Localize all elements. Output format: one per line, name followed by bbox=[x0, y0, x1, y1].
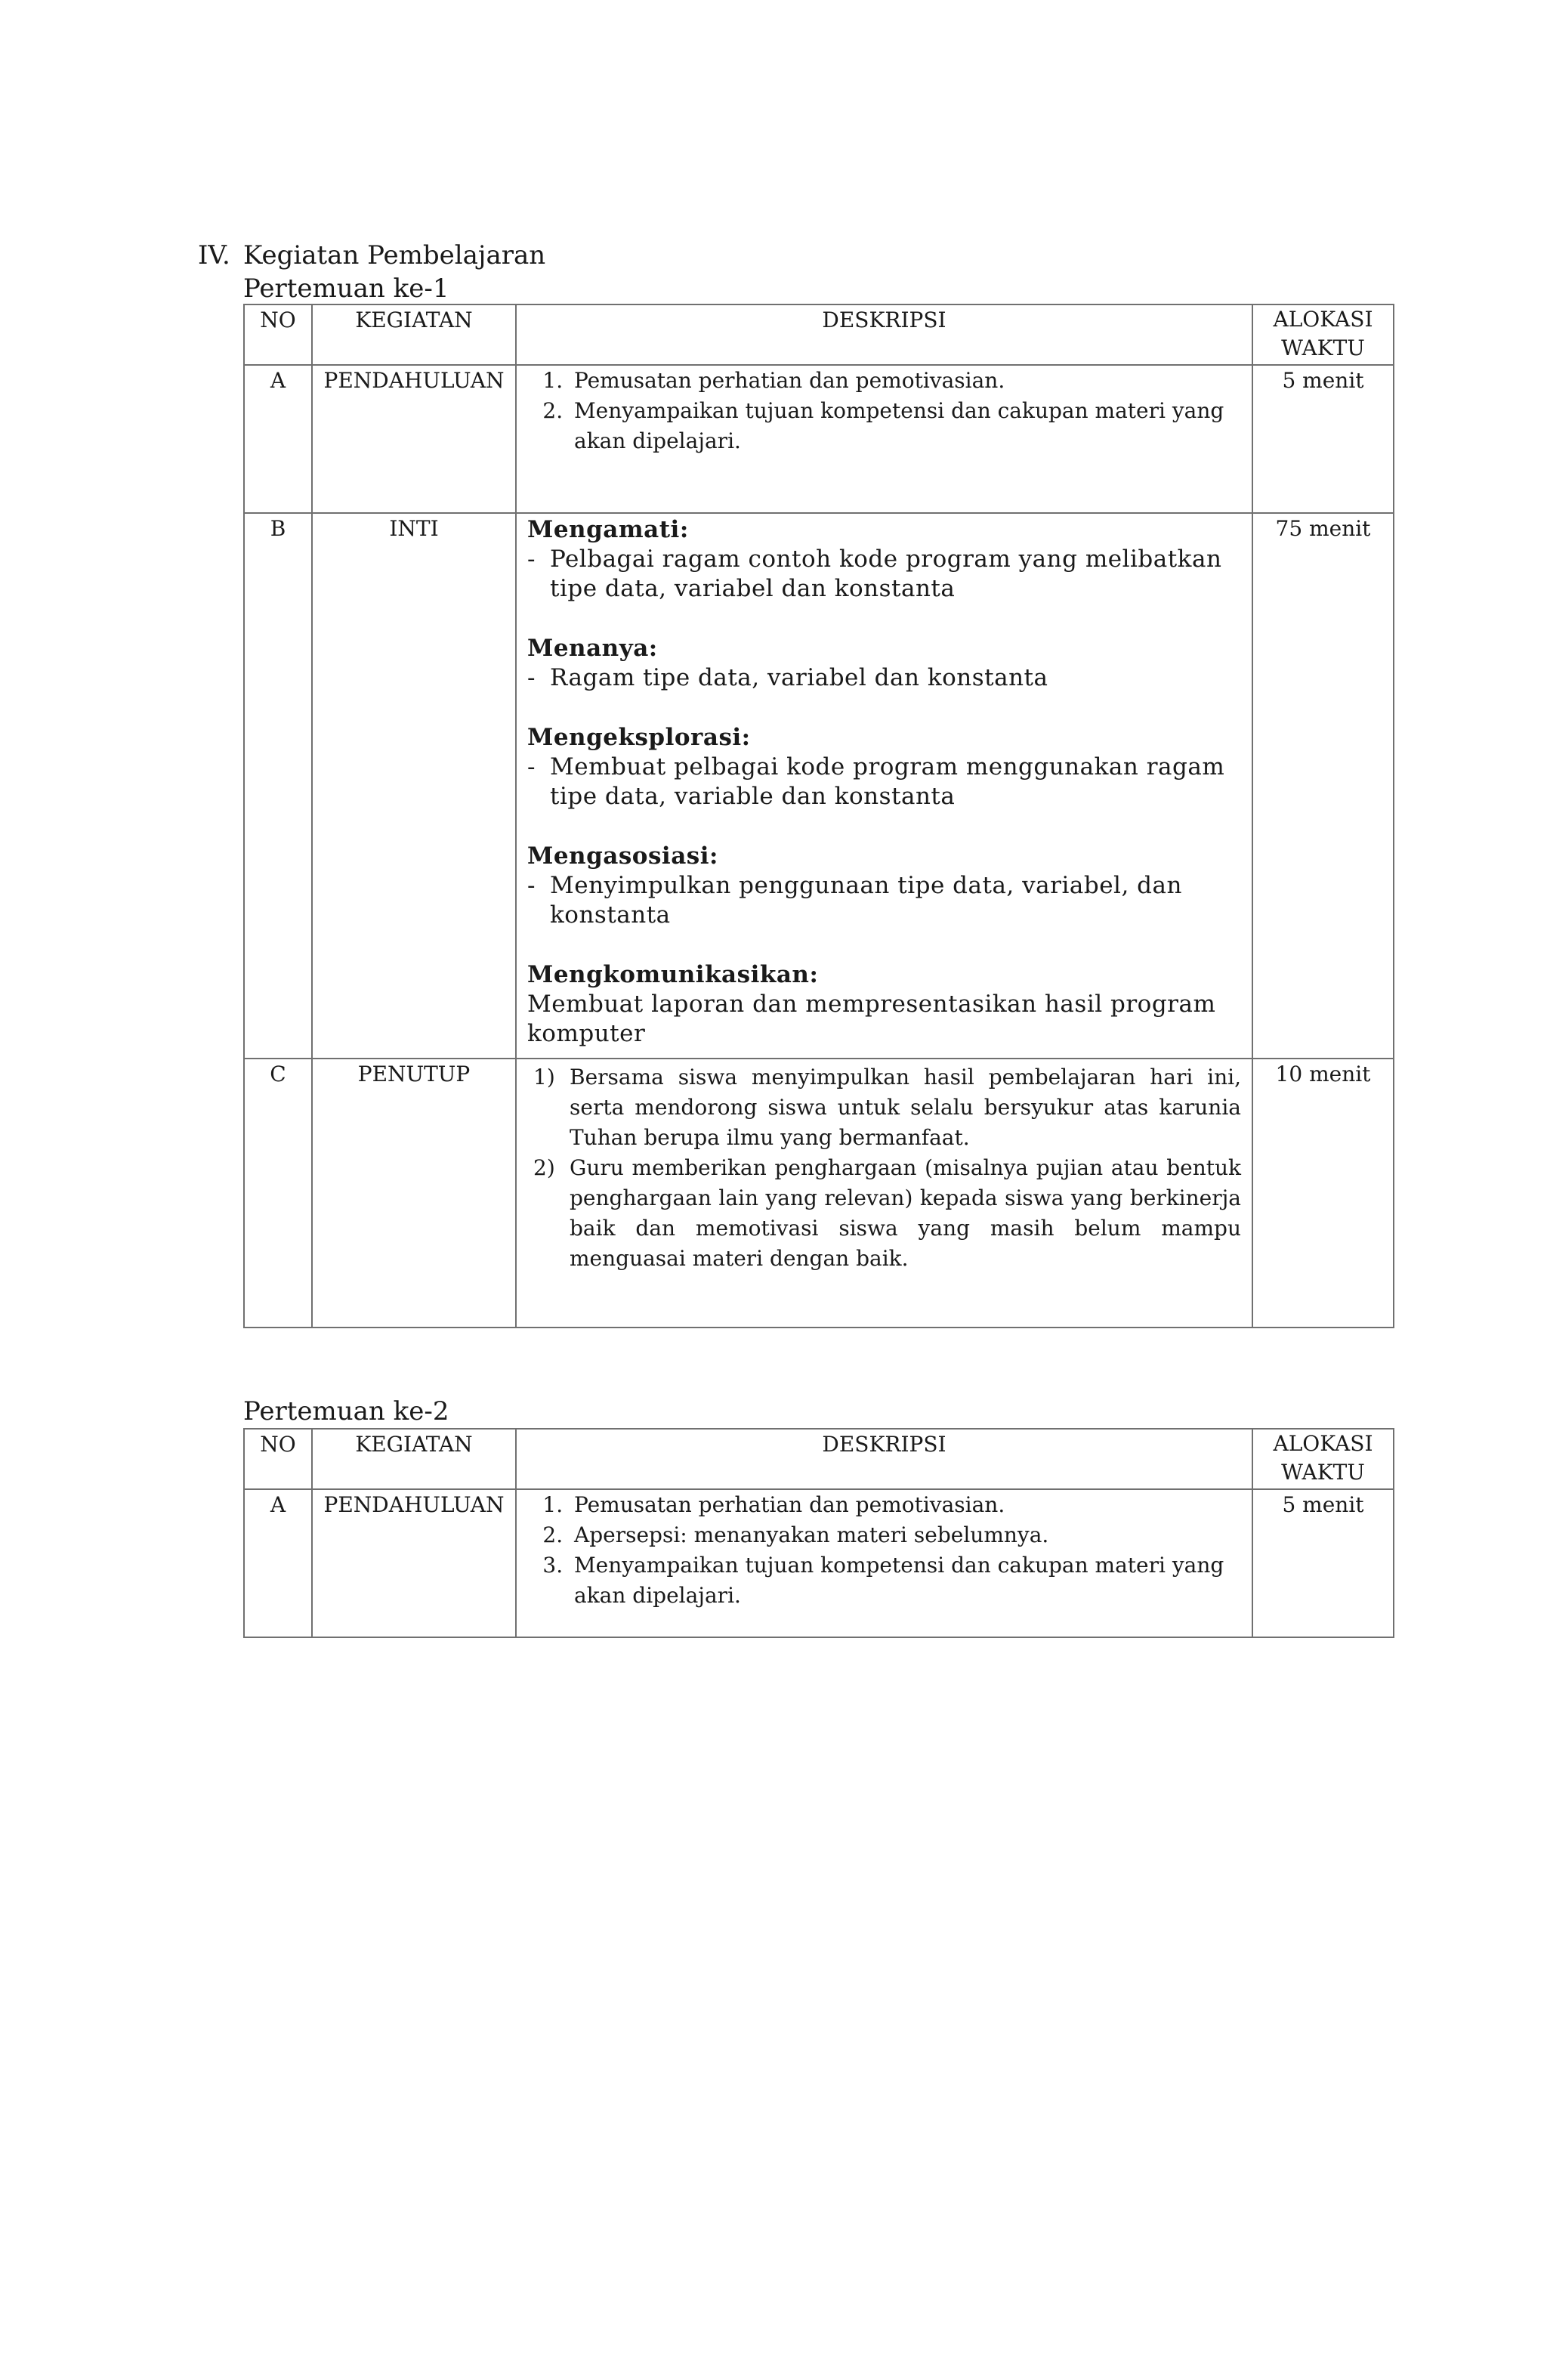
row-no: A bbox=[244, 365, 312, 513]
dash-marker: - bbox=[527, 753, 536, 780]
list-item bbox=[527, 545, 1241, 604]
table-row bbox=[244, 1489, 1394, 1637]
dash-marker: - bbox=[527, 546, 536, 573]
meeting2-table bbox=[243, 1428, 1394, 1638]
row-waktu: 5 menit bbox=[1252, 1489, 1394, 1637]
menanya-item: Ragam tipe data, variabel dan konstanta bbox=[550, 664, 1048, 691]
header-alokasi-line1: ALOKASI bbox=[1273, 307, 1373, 332]
row-kegiatan: INTI bbox=[312, 513, 516, 1059]
list-item: 2. Menyampaikan tujuan kompetensi dan cakupan materi yang akan dipelajari. bbox=[570, 396, 1241, 456]
row-deskripsi bbox=[516, 365, 1252, 513]
mengamati-label: Mengamati: bbox=[527, 516, 689, 543]
header-alokasi-line2: WAKTU bbox=[1281, 335, 1365, 360]
row-no: A bbox=[244, 1489, 312, 1637]
table-header-row bbox=[244, 304, 1394, 365]
meeting2-title: Pertemuan ke-2 bbox=[243, 1396, 449, 1426]
mengamati-item: Pelbagai ragam contoh kode program yang melibatkan tipe data, variabel dan konstanta bbox=[550, 546, 1222, 602]
table-header-row bbox=[244, 1429, 1394, 1489]
row-kegiatan: PENUTUP bbox=[312, 1059, 516, 1328]
list-marker: 1) bbox=[533, 1065, 555, 1090]
row-no: B bbox=[244, 513, 312, 1059]
meeting1-title: Pertemuan ke-1 bbox=[243, 274, 449, 304]
row-waktu: 75 menit bbox=[1252, 513, 1394, 1059]
mengkomunikasikan-text: Membuat laporan dan mempresentasikan hasil program komputer bbox=[527, 991, 1216, 1047]
list-item bbox=[527, 753, 1241, 811]
meeting1-table bbox=[243, 304, 1394, 1328]
penutup-item-1: Bersama siswa menyimpulkan hasil pembelajaran hari ini, serta mendorong siswa untuk selalu bersyukur atas karunia Tuhan berupa ilmu yang bermanfaat. bbox=[570, 1065, 1241, 1150]
dash-marker: - bbox=[527, 664, 536, 691]
row-no: C bbox=[244, 1059, 312, 1328]
row-kegiatan: PENDAHULUAN bbox=[312, 365, 516, 513]
header-kegiatan: KEGIATAN bbox=[312, 1429, 516, 1489]
header-alokasi-line1: ALOKASI bbox=[1273, 1431, 1373, 1456]
list-item: 3. Menyampaikan tujuan kompetensi dan cakupan materi yang akan dipelajari. bbox=[570, 1550, 1241, 1611]
mengeksplorasi-label: Mengeksplorasi: bbox=[527, 724, 751, 751]
header-deskripsi: DESKRIPSI bbox=[516, 304, 1252, 365]
header-no: NO bbox=[244, 1429, 312, 1489]
list-item: 2. Apersepsi: menanyakan materi sebelumnya. bbox=[570, 1520, 1241, 1550]
menanya-label: Menanya: bbox=[527, 635, 658, 662]
list-marker: 2) bbox=[533, 1155, 555, 1180]
row-deskripsi bbox=[516, 1059, 1252, 1328]
list-item: 1. Pemusatan perhatian dan pemotivasian. bbox=[570, 1490, 1241, 1520]
list-item bbox=[527, 663, 1241, 693]
mengeksplorasi-item: Membuat pelbagai kode program menggunakan ragam tipe data, variable dan konstanta bbox=[550, 753, 1225, 810]
row-kegiatan: PENDAHULUAN bbox=[312, 1489, 516, 1637]
section-heading bbox=[198, 240, 545, 270]
table-row bbox=[244, 1059, 1394, 1328]
header-deskripsi: DESKRIPSI bbox=[516, 1429, 1252, 1489]
table-row bbox=[244, 513, 1394, 1059]
list-item bbox=[533, 1153, 1241, 1274]
table-row bbox=[244, 365, 1394, 513]
mengasosiasi-label: Mengasosiasi: bbox=[527, 842, 718, 870]
header-alokasi bbox=[1252, 1429, 1394, 1489]
mengkomunikasikan-label: Mengkomunikasikan: bbox=[527, 961, 819, 988]
row-deskripsi bbox=[516, 1489, 1252, 1637]
row-waktu: 10 menit bbox=[1252, 1059, 1394, 1328]
list-item bbox=[527, 871, 1241, 930]
header-alokasi-line2: WAKTU bbox=[1281, 1460, 1365, 1485]
section-number: IV. bbox=[198, 240, 230, 270]
header-kegiatan: KEGIATAN bbox=[312, 304, 516, 365]
mengasosiasi-item: Menyimpulkan penggunaan tipe data, variabel, dan konstanta bbox=[550, 872, 1182, 929]
header-alokasi bbox=[1252, 304, 1394, 365]
row-waktu: 5 menit bbox=[1252, 365, 1394, 513]
header-no: NO bbox=[244, 304, 312, 365]
section-title: Kegiatan Pembelajaran bbox=[243, 240, 546, 270]
list-item: 1. Pemusatan perhatian dan pemotivasian. bbox=[570, 366, 1241, 396]
dash-marker: - bbox=[527, 872, 536, 899]
row-deskripsi bbox=[516, 513, 1252, 1059]
list-item bbox=[533, 1062, 1241, 1153]
penutup-item-2: Guru memberikan penghargaan (misalnya pujian atau bentuk penghargaan lain yang relevan) kepada siswa yang berkinerja baik dan memotivasi siswa yang masih belum mampu menguasai materi dengan baik. bbox=[570, 1155, 1241, 1271]
